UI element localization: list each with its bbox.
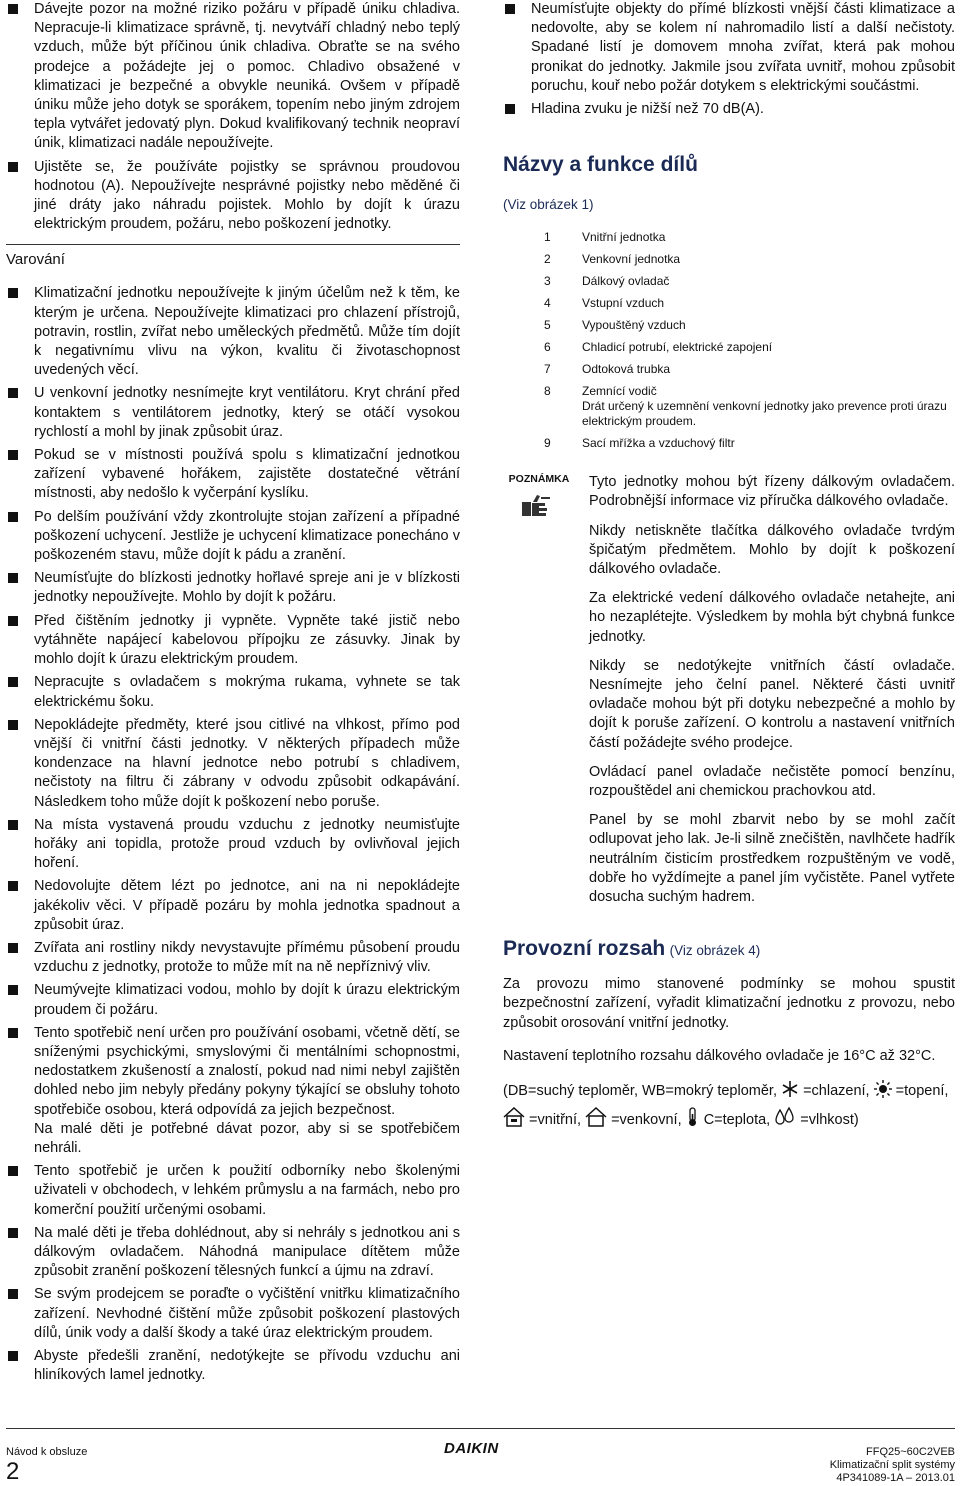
bullet-text: Pokud se v místnosti používá spolu s klimatizační jednotkou zařízení vybavené hořákem, zajistěte dostatečné větrání místnosti, aby nedošlo k vyčerpání kyslíku. (34, 447, 460, 502)
bullet-text: Zvířata ani rostliny nikdy nevystavujte přímému působení proudu vzduchu z jednotky, protože to může mít na ně nepříznivý vliv. (34, 939, 460, 976)
indoor-house-icon (503, 1107, 525, 1127)
bullet-item (6, 1224, 460, 1282)
bullet-square-icon (8, 677, 18, 687)
bullet-square-icon (8, 388, 18, 398)
bullet-item (6, 716, 460, 812)
legend-outdoor: =venkovní, (611, 1112, 682, 1129)
bullet-text: Tento spotřebič není určen pro používání osobami, včetně dětí, se sníženými psychickými, smyslovými či mentálními schopnostmi, nedostatkem zkušeností a znalostí, pokud nad nimi nebyl zajištěn dohled nebo jim nebyly předány pokyny týkající se obsluhy tohoto spotřebiče osobou, která odpovídá za jejich bezpečnost. (34, 1024, 460, 1118)
bullet-text: Nepokládejte předměty, které jsou citlivé na vlhkost, přímo pod vnější či vnitřní části jednotky. V některých případech může kondenzace na hlavní jednotce nebo potrubí s chladivem, nečistoty na filtru či zábrany v odvodu způsobit odkapávání. Následkem toho může dojít k poškození nebo poruše. (34, 716, 460, 810)
part-name: Chladicí potrubí, elektrické zapojení (582, 340, 773, 355)
part-desc (582, 362, 955, 377)
legend-heat: =topení, (895, 1083, 949, 1100)
part-row (503, 252, 955, 267)
bullet-square-icon (8, 720, 18, 730)
bullet-item (6, 1285, 460, 1343)
note-paragraph: Nikdy se nedotýkejte vnitřních částí ovladače. Nesnímejte jeho čelní panel. Některé části uvnitř ovladače mohou být při dotyku nebezpečné a mohlo by dojít k poruše zařízení. O kontrolu a nastavení vnitřních částí požádejte svého prodejce. (589, 657, 955, 751)
bullet-square-icon (8, 288, 18, 298)
part-name: Vstupní vzduch (582, 296, 665, 311)
bullet-square-icon (8, 573, 18, 583)
bullet-text: Neumísťujte objekty do přímé blízkosti vnější části klimatizace a nedovolte, aby se kolem ní nahromadilo listí a další nečistoty. Spadané listí je domovem mnoha zvířat, která pak mohou pronikat do jednotky. Jakmile jsou zvířata uvnitř, mohou způsobit poruchu, kouř nebo požár dotykem s elektrickými součástmi. (531, 1, 955, 94)
bullet-text: Nedovolujte dětem lézt po jednotce, ani na ni nepokládejte jakékoliv věci. V případě pozáru by mohla jednotka spadnout a způsobit úraz. (34, 878, 460, 933)
bullet-item (503, 100, 955, 119)
bullet-square-icon (505, 4, 515, 14)
bullet-text: Po delším používání vždy zkontrolujte stojan zařízení a případné poškození uchycení. Jestliže je uchycení klimatizace ponecháno v poškozeném stavu, může dojít k pádu a zranění. (34, 508, 460, 564)
note-block (503, 473, 955, 907)
range-figure-ref: (Viz obrázek 4) (669, 943, 761, 959)
bullet-item (6, 446, 460, 504)
footer-code: 4P341089-1A – 2013.01 (836, 1472, 955, 1484)
snowflake-icon (781, 1080, 799, 1098)
bullet-item (6, 816, 460, 874)
bullet-text-continued: Na malé děti je potřebné dávat pozor, aby si se spotřebičem nehráli. (34, 1120, 460, 1156)
bullet-square-icon (8, 512, 18, 522)
part-desc (582, 318, 955, 333)
part-desc (582, 274, 955, 289)
part-desc (582, 340, 955, 355)
bullet-square-icon (505, 104, 515, 114)
bullet-text: Abyste předešli zranění, nedotýkejte se přívodu vzduchu ani hliníkových lamel jednotky. (34, 1348, 460, 1384)
bullet-text: Ujistěte se, že používáte pojistky se správnou proudovou hodnotou (A). Nepoužívejte nesprávné pojistky nebo měděné či jiné dráty jako náhradu pojistek. Mohlo by dojít k úrazu elektrickým proudem, požáru, nebo poškození jednotky. (34, 158, 460, 233)
bullet-item (6, 284, 460, 380)
bullet-item (6, 877, 460, 935)
bullet-square-icon (8, 162, 18, 172)
part-row (503, 362, 955, 377)
note-hand-icon (521, 493, 551, 519)
section-divider (6, 244, 460, 245)
part-desc (582, 230, 955, 245)
bullet-text: Se svým prodejcem se poraďte o vyčištění vnitřku klimatizačního zařízení. Nevhodné čištění může způsobit poškození plastových dílů, únik vody a další škody a také úraz elektrickým proudem. (34, 1286, 460, 1341)
part-row (503, 340, 955, 355)
legend-line-1 (503, 1080, 955, 1101)
part-name: Venkovní jednotka (582, 252, 681, 267)
part-name: Dálkový ovladač (582, 274, 670, 289)
bullet-text: Na malé děti je třeba dohlédnout, aby si nehrály s jednotkou ani s dálkovým ovladačem. Náhodná manipulace dítětem může způsobit zranění poškození tělesných funkcí a újmu na zdraví. (34, 1224, 460, 1280)
range-paragraph: Nastavení teplotního rozsahu dálkového ovladače je 16°C až 32°C. (503, 1047, 936, 1064)
legend-text-1: (DB=suchý teploměr, WB=mokrý teploměr, (503, 1083, 777, 1100)
bullet-square-icon (8, 1351, 18, 1361)
note-paragraph: Tyto jednotky mohou být řízeny dálkovým ovladačem. Podrobnější informace viz příručka dálkového ovladače. (589, 474, 955, 510)
part-number: 3 (544, 274, 551, 289)
legend-cool: =chlazení, (803, 1083, 870, 1100)
bullet-square-icon (8, 881, 18, 891)
bullet-square-icon (8, 943, 18, 953)
outdoor-house-icon (585, 1107, 607, 1127)
bullet-square-icon (8, 450, 18, 460)
parts-figure-ref: (Viz obrázek 1) (503, 197, 594, 213)
brand-logo: DAIKIN (444, 1440, 499, 1457)
part-desc (582, 436, 955, 451)
bullet-item (6, 0, 460, 154)
part-row (503, 274, 955, 289)
part-number: 4 (544, 296, 551, 311)
bullet-item (6, 1162, 460, 1220)
footer-doc-title: Návod k obsluze (6, 1446, 88, 1458)
part-desc (582, 252, 955, 267)
note-paragraph: Nikdy netiskněte tlačítka dálkového ovladače tvrdým špičatým předmětem. Mohlo by dojít k poškození dálkového ovladače. (589, 522, 955, 578)
part-row (503, 230, 955, 245)
bullet-item (6, 939, 460, 977)
part-name: Vypouštěný vzduch (582, 318, 686, 333)
legend-indoor: =vnitřní, (529, 1112, 582, 1129)
bullet-text: Klimatizační jednotku nepoužívejte k jiným účelům než k těm, ke kterým je určena. Nepoužívejte klimatizaci pro chlazení přístrojů, potravin, rostlin, zvířat nebo uměleckých předmětů. Může tím dojít k negativnímu vlivu na výkon, kvalitu či životaschopnost uvedených věcí. (34, 285, 460, 379)
part-number: 1 (544, 230, 551, 245)
bullet-text: U venkovní jednotky nesnímejte kryt ventilátoru. Kryt chrání před kontaktem s ventilátorem jednotky, který se otáčí vysokou rychlostí a mohl by jinak způsobit úraz. (34, 385, 460, 440)
part-row (503, 436, 955, 451)
range-paragraphs (503, 975, 955, 1066)
bullet-item (6, 673, 460, 711)
note-paragraph: Ovládací panel ovladače nečistěte pomocí benzínu, rozpouštědel ani chemickou prachovkou atd. (589, 763, 955, 800)
bullet-item (6, 158, 460, 235)
bullet-text: Hladina zvuku je nižší než 70 dB(A). (531, 101, 764, 118)
footer-divider (6, 1428, 955, 1429)
footer-right-block (830, 1446, 955, 1485)
bullet-item (6, 1347, 460, 1385)
part-number: 5 (544, 318, 551, 333)
humidity-icon (774, 1107, 796, 1127)
bullet-text: Před čištěním jednotky ji vypněte. Vypněte také jistič nebo vytáhněte napájecí kabelovou přípojku ze zásuvky. Jinak by mohlo dojít k úrazu elektrickým proudem. (34, 612, 460, 668)
part-row (503, 384, 955, 429)
left-top-list (6, 0, 460, 234)
part-number: 2 (544, 252, 551, 267)
bullet-text: Neumísťujte do blízkosti jednotky hořlavé spreje ani je v blízkosti jednotky nepoužívejte. Mohlo by dojít k požáru. (34, 570, 460, 606)
part-row (503, 296, 955, 311)
note-paragraph: Panel by se mohl zbarvit nebo by se mohl začít odlupovat jeho lak. Je-li silně znečištěn, navlhčete hadřík neutrálním čisticím prostředkem rozpuštěným ve vodě, dobře ho vyždímejte a panel jím vyčistěte. Panel vytřete dosucha suchým hadrem. (589, 812, 955, 906)
bullet-square-icon (8, 616, 18, 626)
part-name: Sací mřížka a vzduchový filtr (582, 436, 735, 451)
range-heading (503, 937, 955, 961)
bullet-text: Dávejte pozor na možné riziko požáru v případě úniku chladiva. Nepracuje-li klimatizace správně, tj. nevytváří chladný nebo teplý vzduch, může být příčinou únik chladiva. Obraťte se na svého prodejce a požádejte jej o pomoc. Chladivo obsažené v klimatizaci je bezpečné a obvykle neuniká. Ovšem v případě úniku může jeho dotyk se sporákem, topením nebo jiným zdrojem tepla vytvářet jedovatý plyn. Dokud kvalifikovaný technik neopraví únik, klimatizaci nadále nepoužívejte. (34, 1, 460, 152)
part-number: 6 (544, 340, 551, 355)
bullet-item (6, 1024, 460, 1158)
range-paragraph: Za provozu mimo stanovené podmínky se mohou spustit bezpečnostní zařízení, vyřadit klimatizační jednotku z provozu, nebo způsobit orosování vnitřní jednotky. (503, 976, 955, 1031)
bullet-square-icon (8, 1166, 18, 1176)
bullet-square-icon (8, 1028, 18, 1038)
part-number: 7 (544, 362, 551, 377)
bullet-item (6, 569, 460, 607)
part-name: Odtoková trubka (582, 362, 671, 377)
part-subtext: Drát určený k uzemnění venkovní jednotky jako prevence proti úrazu elektrickým proudem. (582, 399, 947, 429)
legend-line-2 (503, 1107, 955, 1130)
bullet-text: Nepracujte s ovladačem s mokrýma rukama, vyhnete se tak elektrickému šoku. (34, 674, 460, 710)
part-row (503, 318, 955, 333)
footer-product: Klimatizační split systémy (829, 1459, 955, 1471)
footer-model: FFQ25~60C2VEB (866, 1446, 955, 1458)
bullet-square-icon (8, 1289, 18, 1299)
legend-humid: =vlhkost) (800, 1112, 859, 1129)
bullet-text: Na místa vystavená proudu vzduchu z jednotky neumisťujte hořáky ani topidla, protože proud vzduch by ovlivňoval jejich hoření. (34, 816, 460, 872)
bullet-square-icon (8, 985, 18, 995)
parts-list (503, 230, 955, 451)
sun-icon (874, 1080, 892, 1098)
parts-heading (503, 153, 955, 212)
right-column (503, 0, 955, 1145)
note-list (589, 473, 955, 907)
left-column (6, 0, 460, 1389)
bullet-item (6, 981, 460, 1019)
part-name: Vnitřní jednotka (582, 230, 666, 245)
part-number: 9 (544, 436, 551, 451)
bullet-text: Neumývejte klimatizaci vodou, mohlo by dojít k úrazu elektrickým proudem či požáru. (34, 982, 460, 1018)
bullet-square-icon (8, 1228, 18, 1238)
section-title-warning: Varování (6, 251, 65, 269)
part-desc (582, 384, 955, 429)
part-name: Zemnící vodič (582, 384, 657, 399)
bullet-square-icon (8, 820, 18, 830)
warning-list (6, 284, 460, 1385)
range-title: Provozní rozsah (503, 937, 666, 961)
bullet-item (6, 508, 460, 566)
thermometer-icon (686, 1107, 700, 1127)
note-label: POZNÁMKA (508, 473, 570, 486)
bullet-item (6, 612, 460, 670)
part-desc (582, 296, 955, 311)
part-number: 8 (544, 384, 551, 399)
page-number: 2 (6, 1458, 20, 1485)
bullet-item (503, 0, 955, 96)
note-paragraph: Za elektrické vedení dálkového ovladače netahejte, ani ho nezaplétejte. Výsledkem by mohla být chybná funkce jednotky. (589, 590, 955, 645)
legend-temp: C=teplota, (703, 1112, 771, 1129)
right-top-list (503, 0, 955, 119)
bullet-item (6, 384, 460, 442)
bullet-text: Tento spotřebič je určen k použití odborníky nebo školenými uživateli v obchodech, v lehkém průmyslu a na farmách, nebo pro komerční použití určenými osobami. (34, 1163, 460, 1218)
parts-title: Názvy a funkce dílů (503, 153, 698, 177)
bullet-square-icon (8, 4, 18, 14)
